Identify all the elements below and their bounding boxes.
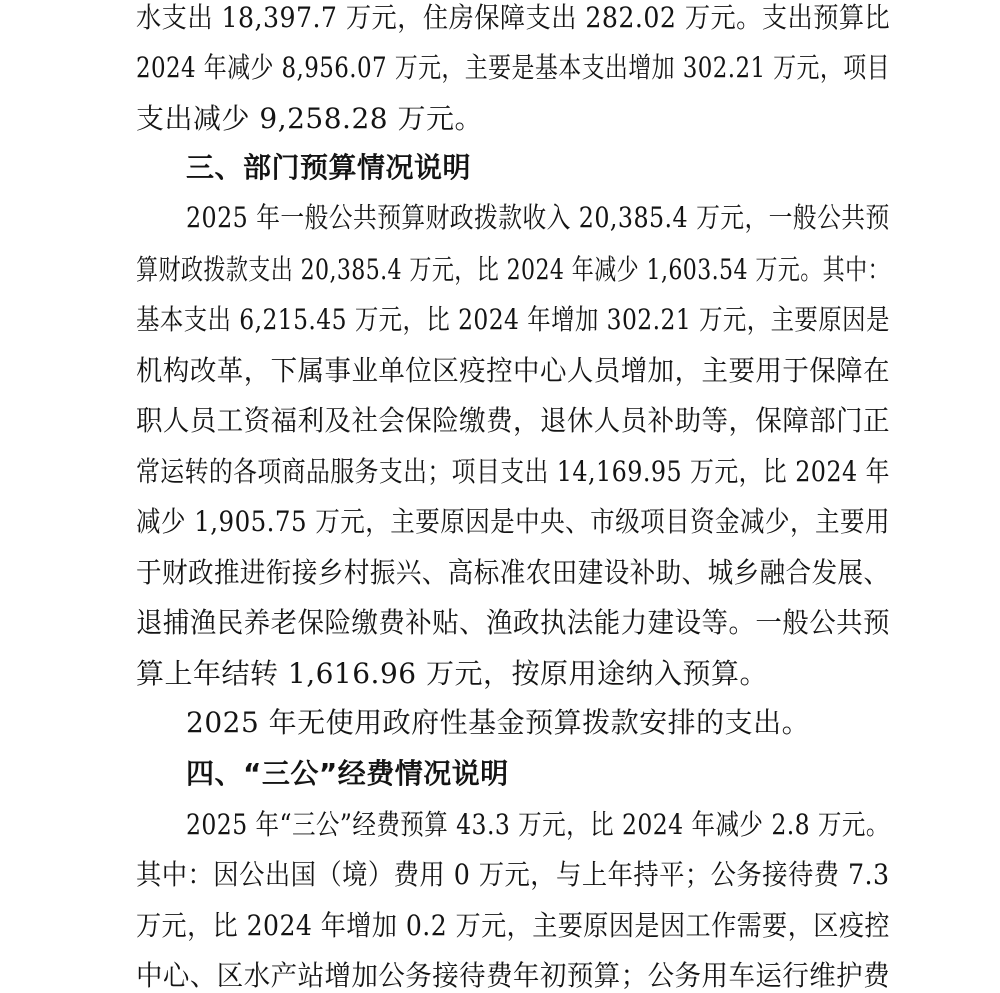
paragraph-line: 水支出 18,397.7 万元，住房保障支出 282.02 万元。支出预算比 [136,1,891,34]
paragraph-line: 其中：因公出国（境）费用 0 万元，与上年持平；公务接待费 7.3 [136,858,890,891]
paragraph-line: 职人员工资福利及社会保险缴费，退休人员补助等，保障部门正 [136,404,891,437]
paragraph-line: 万元，比 2024 年增加 0.2 万元，主要原因是因工作需要，区疫控 [136,909,890,942]
paragraph-line: 支出减少 9,258.28 万元。 [136,102,483,135]
paragraph-line: 机构改革，下属事业单位区疫控中心人员增加，主要用于保障在 [136,354,891,387]
paragraph-line: 算财政拨款支出 20,385.4 万元，比 2024 年减少 1,603.54 万元。其中： [136,253,891,286]
paragraph-line: 于财政推进衔接乡村振兴、高标准农田建设补助、城乡融合发展、 [136,556,890,589]
paragraph-line: 算上年结转 1,616.96 万元，按原用途纳入预算。 [136,657,768,690]
section-heading: 四、“三公”经费情况说明 [186,757,509,790]
paragraph-line: 减少 1,905.75 万元，主要原因是中央、市级项目资金减少，主要用 [136,505,890,538]
paragraph-line: 退捕渔民养老保险缴费补贴、渔政执法能力建设等。一般公共预 [136,606,891,639]
section-heading: 三、部门预算情况说明 [186,151,472,184]
paragraph-line: 基本支出 6,215.45 万元，比 2024 年增加 302.21 万元，主要原因是 [136,303,890,336]
paragraph-line: 2025 年“三公”经费预算 43.3 万元，比 2024 年减少 2.8 万元。 [186,808,890,841]
paragraph-line: 2025 年无使用政府性基金预算拨款安排的支出。 [186,706,811,739]
paragraph-line: 常运转的各项商品服务支出；项目支出 14,169.95 万元，比 2024 年 [136,455,890,488]
paragraph-line: 中心、区水产站增加公务接待费年初预算；公务用车运行维护费 [136,959,891,992]
paragraph-line: 2025 年一般公共预算财政拨款收入 20,385.4 万元，一般公共预 [186,201,890,234]
paragraph-line: 2024 年减少 8,956.07 万元，主要是基本支出增加 302.21 万元，项目 [136,51,890,84]
